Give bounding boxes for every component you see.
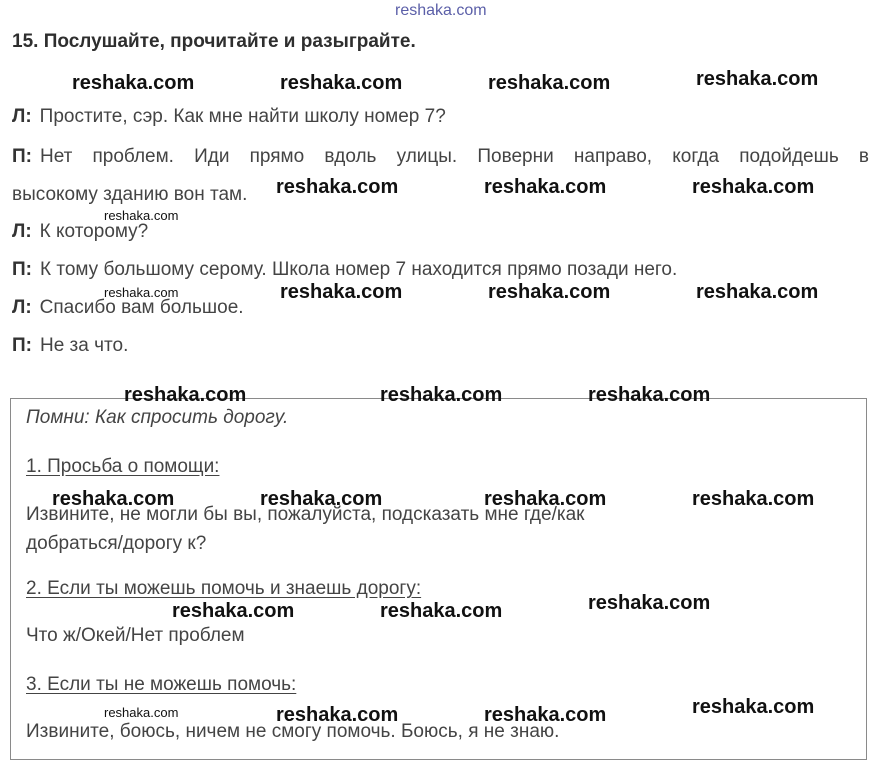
tip-box-title: Помни: Как спросить дорогу.: [26, 407, 289, 428]
dialogue-text: Не за что.: [39, 335, 129, 356]
watermark: reshaka.com: [72, 72, 195, 94]
dialogue-line-3: [12, 221, 148, 243]
dialogue-line-2: [12, 146, 869, 168]
watermark: reshaka.com: [280, 72, 403, 94]
dialogue-text: К тому большому серому. Школа номер 7 находится прямо позади него.: [39, 259, 678, 280]
dialogue-line-6: [12, 335, 128, 357]
exercise-title: 15. Послушайте, прочитайте и разыграйте.: [12, 31, 416, 52]
watermark: reshaka.com: [588, 384, 711, 406]
watermark: reshaka.com: [488, 72, 611, 94]
speaker-label: П:: [12, 335, 32, 356]
watermark: reshaka.com: [696, 68, 819, 90]
watermark: reshaka.com: [696, 281, 819, 303]
watermark: reshaka.com: [588, 592, 711, 614]
watermark: reshaka.com: [484, 704, 607, 726]
dialogue-text: Простите, сэр. Как мне найти школу номер 7?: [39, 106, 446, 127]
tip-section-2-line-1: Что ж/Окей/Нет проблем: [26, 625, 245, 646]
watermark: reshaka.com: [488, 281, 611, 303]
watermark: reshaka.com: [276, 704, 399, 726]
watermark: reshaka.com: [280, 281, 403, 303]
watermark: reshaka.com: [380, 384, 503, 406]
watermark: reshaka.com: [692, 696, 815, 718]
tip-section-1-heading: 1. Просьба о помощи:: [26, 456, 220, 477]
dialogue-text: высокому зданию вон там.: [12, 184, 248, 205]
watermark: reshaka.com: [484, 176, 607, 198]
tip-section-1-line-2: добраться/дорогу к?: [26, 533, 207, 554]
watermark: reshaka.com: [124, 384, 247, 406]
speaker-label: Л:: [12, 221, 32, 242]
watermark: reshaka.com: [484, 488, 607, 510]
dialogue-line-4: [12, 259, 677, 281]
dialogue-line-2-cont: [12, 184, 247, 206]
dialogue-text: Спасибо вам большое.: [39, 297, 244, 318]
speaker-label: П:: [12, 146, 32, 167]
watermark: reshaka.com: [380, 600, 503, 622]
dialogue-text: Нет проблем. Иди прямо вдоль улицы. Поверни направо, когда подойдешь в: [39, 146, 869, 167]
tip-section-3-heading: 3. Если ты не можешь помочь:: [26, 674, 297, 695]
tip-section-1-line-1: Извините, не могли бы вы, пожалуйста, подсказать мне где/как: [26, 504, 585, 525]
speaker-label: Л:: [12, 297, 32, 318]
watermark: reshaka.com: [692, 488, 815, 510]
site-watermark-top: reshaka.com: [395, 2, 487, 19]
watermark: reshaka.com: [172, 600, 295, 622]
dialogue-line-1: [12, 106, 446, 128]
watermark: reshaka.com: [104, 208, 179, 223]
watermark: reshaka.com: [52, 488, 175, 510]
tip-section-2-heading: 2. Если ты можешь помочь и знаешь дорогу:: [26, 578, 422, 599]
watermark: reshaka.com: [692, 176, 815, 198]
watermark: reshaka.com: [276, 176, 399, 198]
dialogue-line-5: [12, 297, 244, 319]
speaker-label: П:: [12, 259, 32, 280]
watermark: reshaka.com: [104, 705, 179, 720]
dialogue-text: К которому?: [39, 221, 149, 242]
speaker-label: Л:: [12, 106, 32, 127]
watermark: reshaka.com: [104, 285, 179, 300]
tip-section-3-line-1: Извините, боюсь, ничем не смогу помочь. Боюсь, я не знаю.: [26, 721, 560, 742]
watermark: reshaka.com: [260, 488, 383, 510]
